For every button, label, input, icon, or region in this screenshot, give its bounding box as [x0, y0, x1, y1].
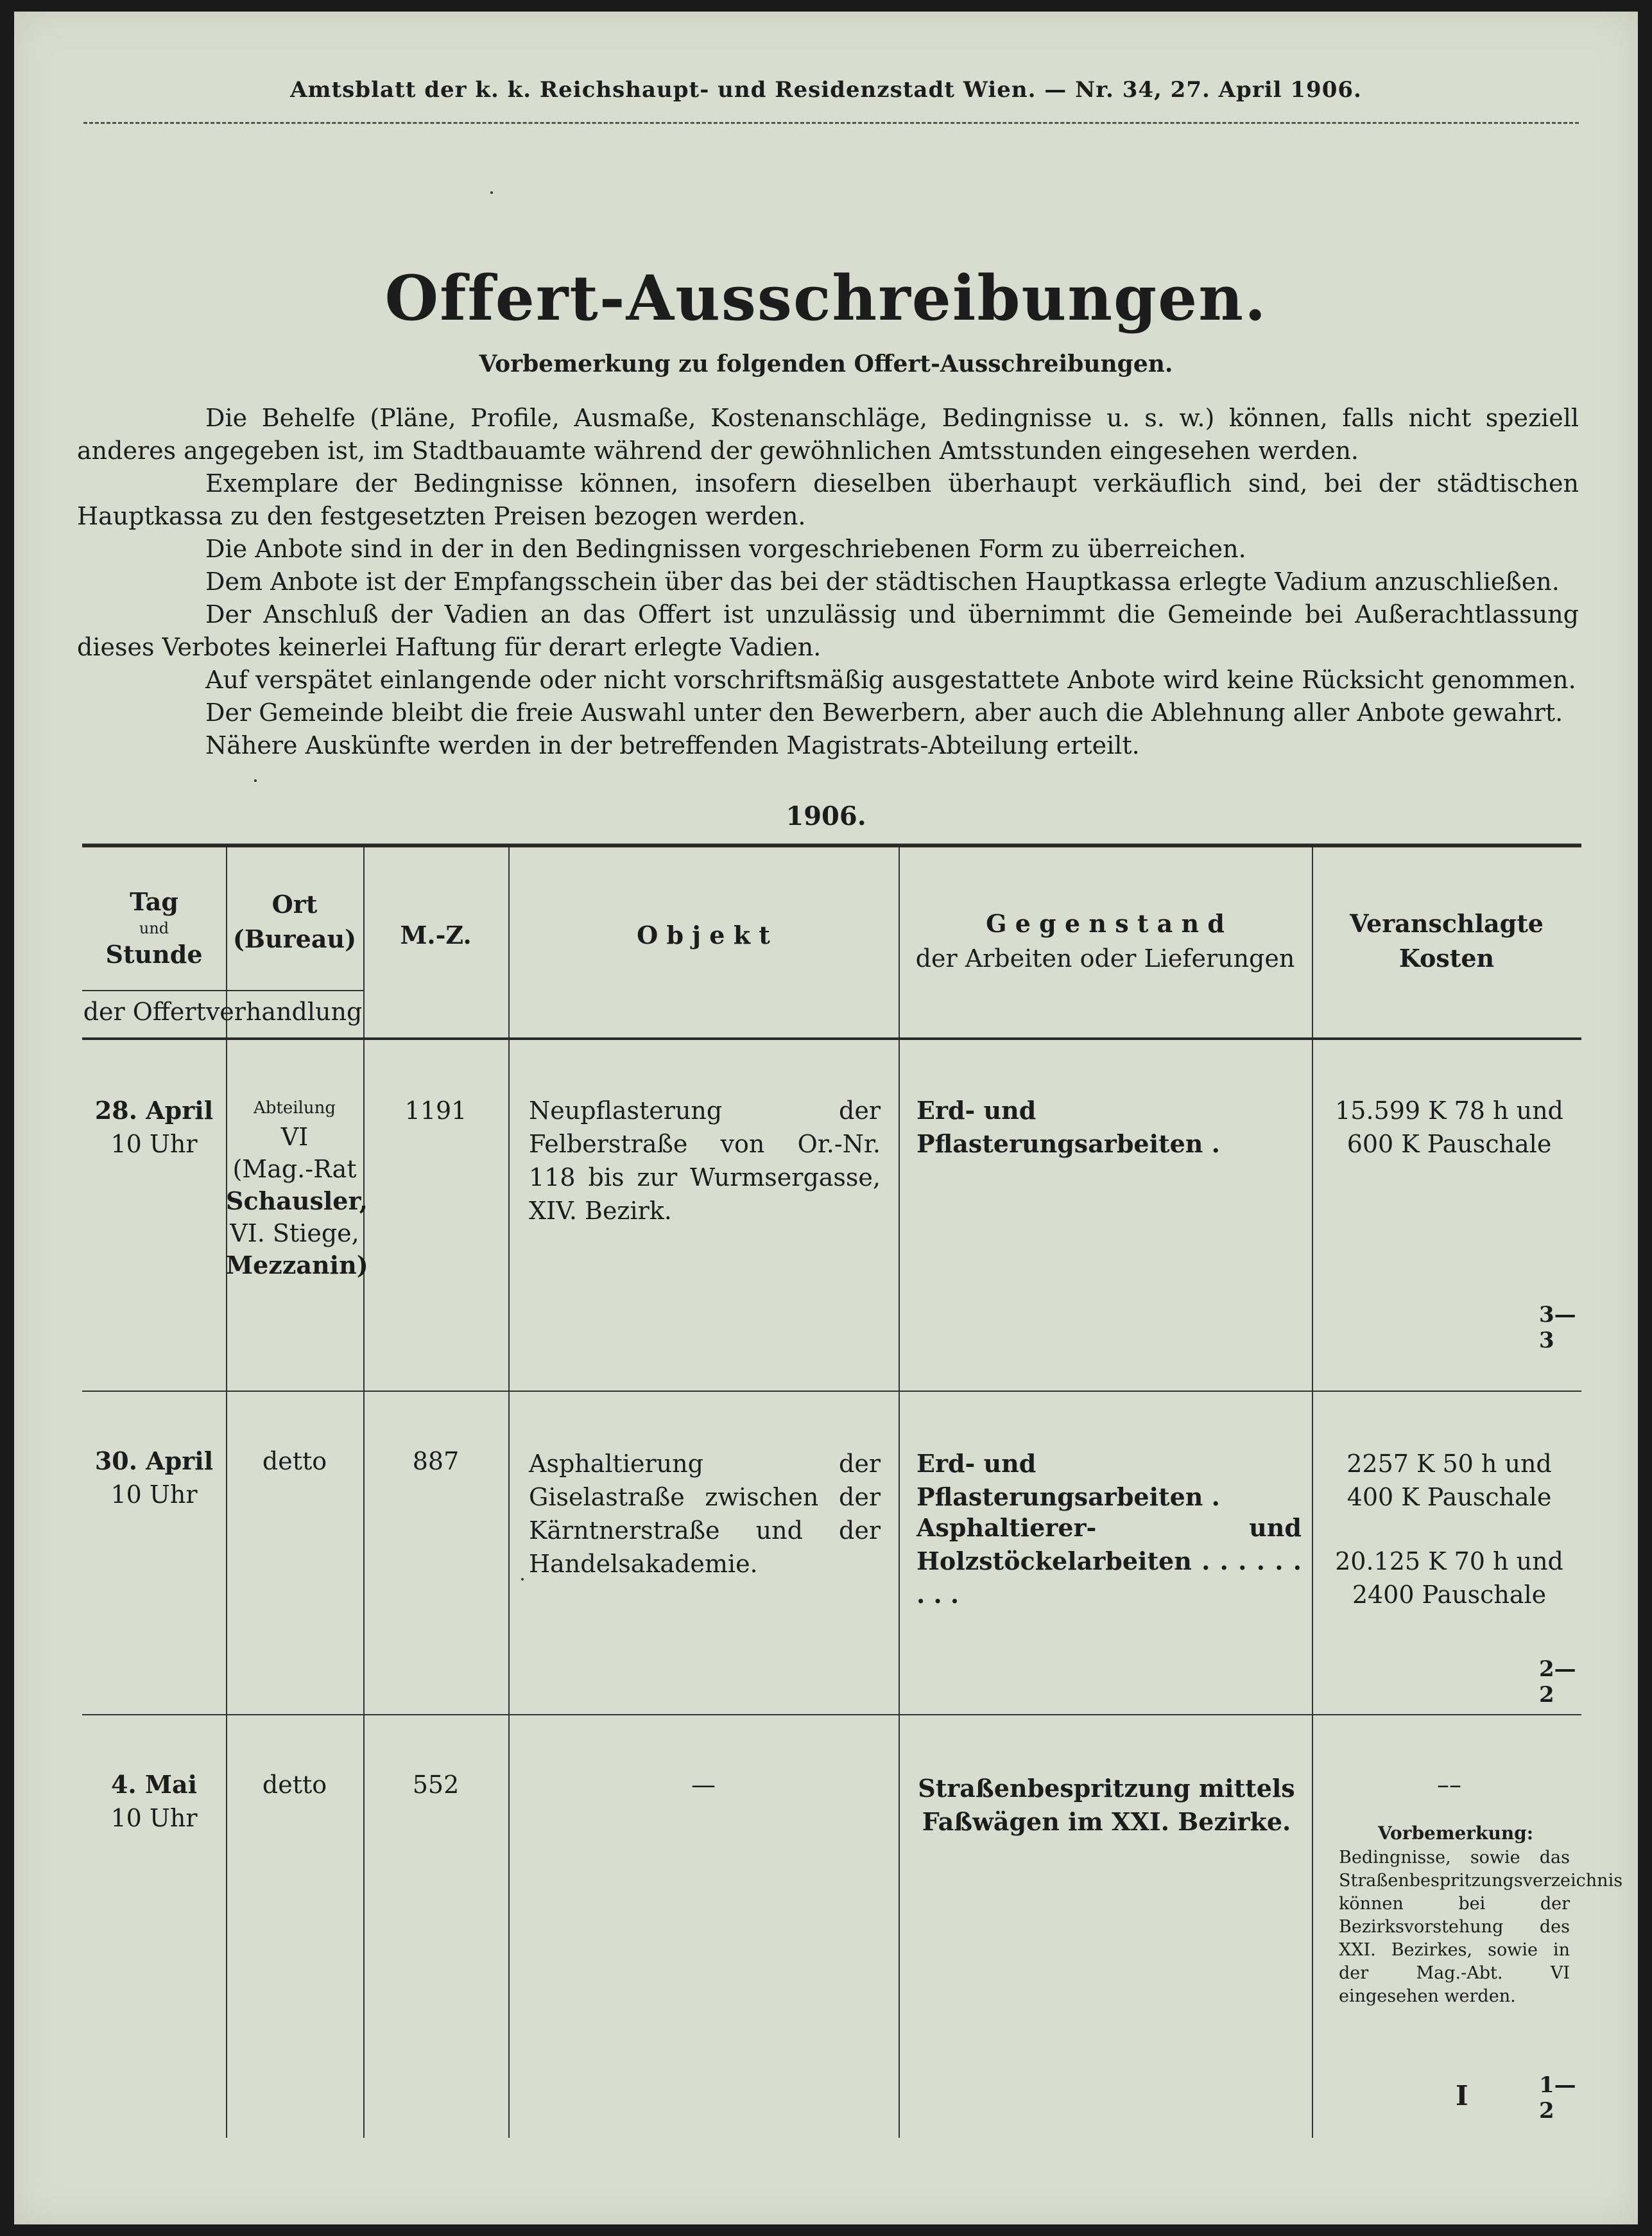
column-divider: [899, 847, 900, 2138]
print-speck: [521, 1578, 524, 1581]
header-gegenstand-label: G e g e n s t a n d: [986, 909, 1225, 938]
header-und: und: [139, 919, 169, 937]
row-tally: 2—2: [1539, 1656, 1576, 1708]
intro-paragraph: Nähere Auskünfte werden in der betreffenden Magistrats-Abteilung erteilt.: [205, 731, 1140, 759]
row-divider: [82, 1714, 1581, 1715]
print-speck: [254, 779, 257, 782]
row-kosten-line: 2400 Pauschale: [1352, 1581, 1547, 1609]
header-bureau-label: (Bureau): [232, 924, 357, 953]
header-rule: [83, 122, 1579, 124]
row-kosten-line: 600 K Pauschale: [1347, 1130, 1552, 1158]
running-header: Amtsblatt der k. k. Reichshaupt- und Residenzstadt Wien. — Nr. 34, 27. April 1906.: [290, 77, 1362, 103]
row-kosten: [1321, 1447, 1578, 1514]
page-title: Offert-Ausschreibungen.: [384, 262, 1268, 334]
header-kosten-label: Kosten: [1398, 944, 1495, 973]
row-ort-line: VI. Stiege,: [230, 1219, 359, 1247]
row-mz: 552: [412, 1771, 460, 1799]
header-gegenstand: [899, 906, 1312, 976]
row-gegenstand: Erd- und Pflasterungsarbeiten .: [916, 1096, 1220, 1158]
page-folio: I: [1456, 2080, 1468, 2111]
row-kosten: ––: [1437, 1771, 1461, 1799]
intro-paragraph: Der Gemeinde bleibt die freie Auswahl unter den Bewerbern, aber auch die Ablehnung aller Anbote gewahrt.: [205, 698, 1563, 727]
intro-paragraph: Der Anschluß der Vadien an das Offert ist unzulässig und übernimmt die Gemeinde bei Außerachtlassung dieses Verbotes keinerlei Haftung für derart erlegte Vadien.: [77, 600, 1579, 661]
row-ort-line: Mezzanin): [226, 1251, 368, 1279]
intro-text: [77, 402, 1579, 762]
row-divider: [82, 1391, 1581, 1392]
header-stunde: Stunde: [105, 940, 203, 969]
row-ort: detto: [262, 1771, 327, 1799]
row-date: 4. Mai: [110, 1770, 198, 1799]
row-gegenstand: Straßenbespritzung mittels Faßwägen im XXI. Bezirke.: [918, 1774, 1295, 1836]
header-subrule: [82, 990, 363, 991]
row-objekt: Neupflasterung der Felberstraße von Or.-Nr. 118 bis zur Wurmsergasse, XIV. Bezirk.: [529, 1096, 881, 1225]
column-divider: [508, 847, 510, 2138]
table-row-date: [82, 1444, 226, 1511]
header-bottom-rule: [82, 1037, 1581, 1040]
row-ort-line: VI: [280, 1123, 309, 1151]
page-subtitle: Vorbemerkung zu folgenden Offert-Ausschreibungen.: [479, 351, 1173, 377]
header-offertverhandlung: der Offertverhandlung: [83, 998, 363, 1026]
header-ort-label: Ort: [271, 890, 318, 919]
column-divider: [363, 847, 365, 2138]
row-time: 10 Uhr: [110, 1480, 198, 1509]
row-ort: detto: [262, 1447, 327, 1475]
year-heading: 1906.: [786, 801, 866, 831]
row-kosten-line: 20.125 K 70 h und: [1335, 1547, 1563, 1575]
intro-paragraph: Dem Anbote ist der Empfangsschein über das bei der städtischen Hauptkassa erlegte Vadium anzuschließen.: [205, 568, 1560, 596]
row-date: 30. April: [94, 1446, 214, 1475]
row-time: 10 Uhr: [110, 1804, 198, 1832]
table-row-ort: [226, 1095, 368, 1281]
intro-paragraph: Die Anbote sind in der in den Bedingnissen vorgeschriebenen Form zu überreichen.: [205, 535, 1246, 563]
row-date: 28. April: [94, 1096, 214, 1125]
row-ort-name: Schausler,: [226, 1186, 368, 1215]
intro-paragraph: Die Behelfe (Pläne, Profile, Ausmaße, Kostenanschläge, Bedingnisse u. s. w.) können, falls nicht speziell anderes angegeben ist, im Stadtbauamte während der gewöhnlichen Amtsstunden eingesehen werden.: [77, 404, 1579, 465]
header-tag-stunde: [82, 885, 226, 972]
row-kosten-line: 400 K Pauschale: [1347, 1483, 1552, 1511]
row-tally: 3—3: [1539, 1302, 1576, 1353]
row-tally: 1—2: [1539, 2072, 1576, 2124]
row-time: 10 Uhr: [110, 1130, 198, 1158]
row-kosten: [1321, 1545, 1578, 1611]
table-row-date: [82, 1768, 226, 1835]
offer-table: [82, 844, 1623, 2138]
header-ort: [226, 887, 363, 957]
row-gegenstand: Asphaltierer- und Holzstöckelarbeiten . . . . . . . . .: [916, 1513, 1302, 1609]
intro-paragraph: Exemplare der Bedingnisse können, insofern dieselben überhaupt verkäuflich sind, bei der städtischen Hauptkassa zu den festgesetzten Preisen bezogen werden.: [77, 469, 1579, 530]
header-mz: M.-Z.: [400, 921, 472, 949]
print-speck: [490, 191, 493, 194]
row-mz: 1191: [404, 1096, 467, 1125]
header-gegenstand-sub: der Arbeiten oder Lieferungen: [915, 944, 1295, 973]
row-gegenstand: Erd- und Pflasterungsarbeiten .: [916, 1449, 1220, 1511]
row-kosten-line: 2257 K 50 h und: [1347, 1450, 1552, 1478]
row-note-title: Vorbemerkung:: [1377, 1823, 1534, 1844]
header-kosten-label: Veranschlagte: [1350, 909, 1544, 938]
column-divider: [1312, 847, 1313, 2138]
header-kosten: [1312, 906, 1581, 976]
row-objekt: Asphaltierung der Giselastraße zwischen der Kärntnerstraße und der Handelsakademie.: [529, 1450, 881, 1578]
table-row-date: [82, 1094, 226, 1161]
intro-paragraph: Auf verspätet einlangende oder nicht vorschriftsmäßig ausgestattete Anbote wird keine Rücksicht genommen.: [205, 666, 1576, 694]
row-mz: 887: [412, 1447, 460, 1475]
row-ort-small: Abteilung: [253, 1098, 336, 1118]
column-divider: [226, 847, 227, 2138]
row-ort-line: (Mag.-Rat: [232, 1155, 357, 1183]
header-tag: Tag: [130, 887, 178, 916]
row-note: Bedingnisse, sowie das Straßenbespritzungsverzeichnis können bei der Bezirksvorstehung des XXI. Bezirkes, sowie in der Mag.-Abt. VI eingesehen werden.: [1339, 1848, 1623, 2006]
header-objekt: O b j e k t: [637, 921, 770, 949]
row-kosten-line: 15.599 K 78 h und: [1335, 1096, 1563, 1125]
row-objekt: —: [691, 1771, 716, 1799]
page-sheet: [14, 12, 1638, 2224]
row-kosten: [1321, 1094, 1578, 1161]
